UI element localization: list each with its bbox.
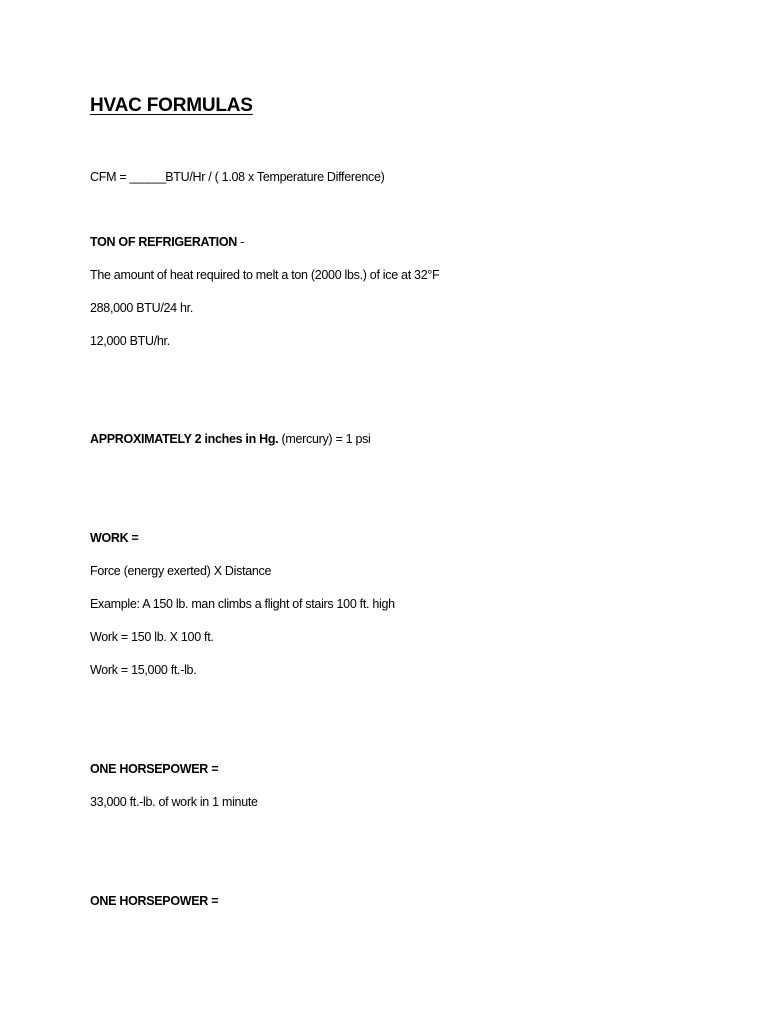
work-heading: WORK = [90, 531, 139, 545]
approx-mercury-line [90, 431, 371, 447]
ton-heading-text: TON OF REFRIGERATION [90, 235, 238, 249]
work-example: Example: A 150 lb. man climbs a flight of stairs 100 ft. high [90, 597, 395, 611]
horsepower-heading-1: ONE HORSEPOWER = [90, 762, 219, 776]
cfm-formula [90, 169, 385, 185]
ton-heading-dash: - [237, 235, 245, 249]
cfm-suffix: BTU/Hr / ( 1.08 x Temperature Difference) [165, 170, 385, 184]
ton-heading [90, 234, 244, 250]
ton-definition: The amount of heat required to melt a ton (2000 lbs.) of ice at 32°F [90, 268, 440, 282]
work-formula: Force (energy exerted) X Distance [90, 564, 272, 578]
page-title: HVAC FORMULAS [90, 95, 253, 116]
cfm-prefix: CFM = [90, 170, 130, 184]
approx-rest: (mercury) = 1 psi [278, 432, 371, 446]
cfm-blank: ______ [129, 170, 166, 184]
horsepower-heading-2: ONE HORSEPOWER = [90, 894, 219, 908]
work-calc: Work = 150 lb. X 100 ft. [90, 630, 214, 644]
ton-day-rate: 288,000 BTU/24 hr. [90, 301, 194, 315]
approx-bold: APPROXIMATELY 2 inches in Hg. [90, 432, 279, 446]
ton-hour-rate: 12,000 BTU/hr. [90, 334, 170, 348]
horsepower-value-1: 33,000 ft.-lb. of work in 1 minute [90, 795, 258, 809]
work-result: Work = 15,000 ft.-lb. [90, 663, 197, 677]
